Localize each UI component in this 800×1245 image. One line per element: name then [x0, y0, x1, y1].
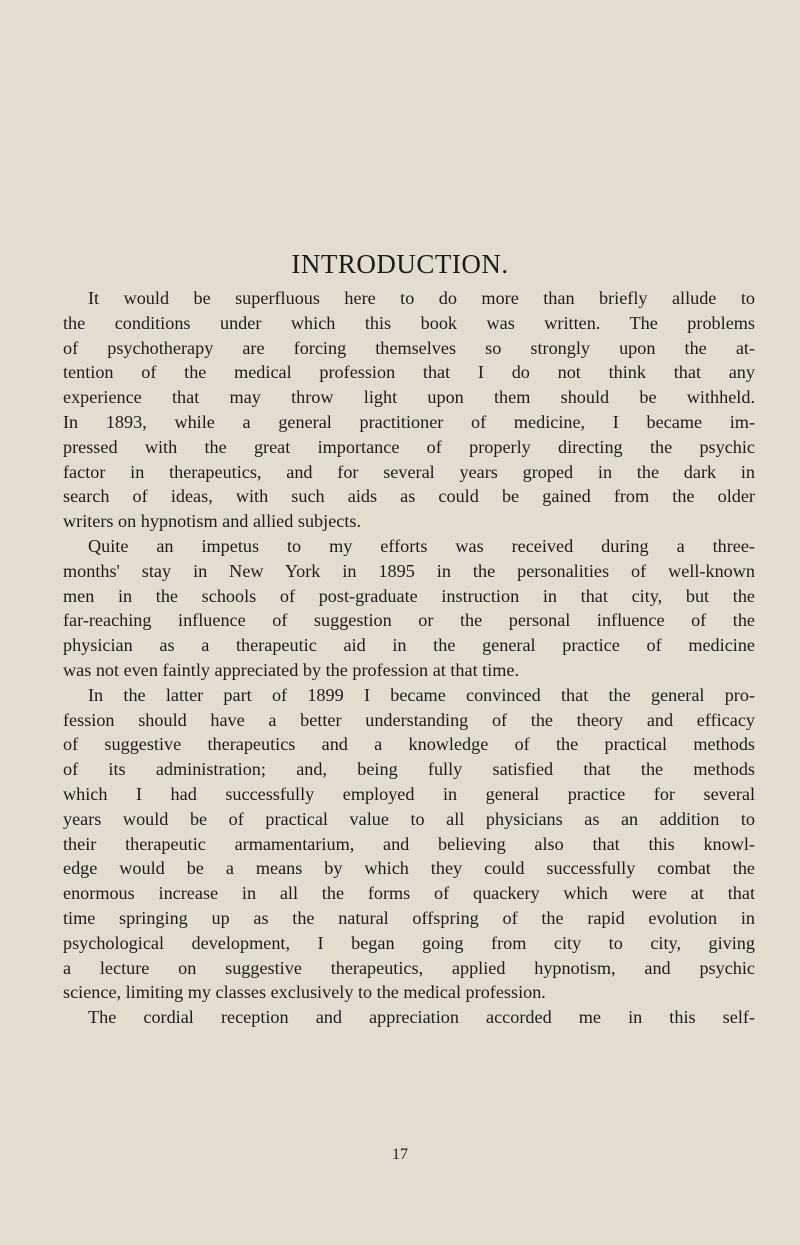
text-line: which I had successfully employed in general practice for several [63, 783, 755, 804]
text-line: months' stay in New York in 1895 in the personalities of well-known [63, 560, 755, 581]
text-line: edge would be a means by which they could successfully combat the [63, 858, 755, 879]
text-line: of suggestive therapeutics and a knowledge of the practical methods [63, 734, 755, 755]
text-line: pressed with the great importance of properly directing the psychic [63, 436, 755, 457]
text-line: years would be of practical value to all physicians as an addition to [63, 808, 755, 829]
text-line: of psychotherapy are forcing themselves so strongly upon the at- [63, 337, 755, 358]
text-line: Quite an impetus to my efforts was received during a three- [88, 535, 755, 556]
text-line: of its administration; and, being fully satisfied that the methods [63, 759, 755, 780]
text-line: the conditions under which this book was written. The problems [63, 312, 755, 333]
text-line: a lecture on suggestive therapeutics, applied hypnotism, and psychic [63, 957, 755, 978]
text-line: experience that may throw light upon them should be withheld. [63, 387, 755, 408]
text-line: enormous increase in all the forms of quackery which were at that [63, 883, 755, 904]
page-number: 17 [392, 1146, 408, 1163]
text-line: factor in therapeutics, and for several years groped in the dark in [63, 461, 755, 482]
text-line: far-reaching influence of suggestion or the personal influence of the [63, 610, 755, 631]
text-line: In 1893, while a general practitioner of medicine, I became im- [63, 411, 755, 432]
text-line: physician as a therapeutic aid in the general practice of medicine [63, 635, 755, 656]
chapter-title: INTRODUCTION. [291, 249, 509, 279]
text-line: fession should have a better understanding of the theory and efficacy [63, 709, 755, 730]
body-text [63, 286, 755, 1030]
text-line: was not even faintly appreciated by the profession at that time. [63, 659, 520, 680]
text-line: tention of the medical profession that I do not think that any [63, 362, 755, 383]
text-line: psychological development, I began going from city to city, giving [63, 932, 755, 953]
text-line: men in the schools of post-graduate instruction in that city, but the [63, 585, 755, 606]
text-line: In the latter part of 1899 I became convinced that the general pro- [88, 684, 755, 705]
text-line: The cordial reception and appreciation accorded me in this self- [88, 1007, 755, 1028]
text-line: science, limiting my classes exclusively to the medical profession. [63, 982, 546, 1003]
text-line: their therapeutic armamentarium, and believing also that this knowl- [63, 833, 755, 854]
text-line: search of ideas, with such aids as could be gained from the older [63, 486, 755, 507]
text-line: writers on hypnotism and allied subjects. [63, 511, 362, 532]
text-line: time springing up as the natural offspring of the rapid evolution in [63, 907, 755, 928]
text-line: It would be superfluous here to do more than briefly allude to [88, 288, 755, 308]
